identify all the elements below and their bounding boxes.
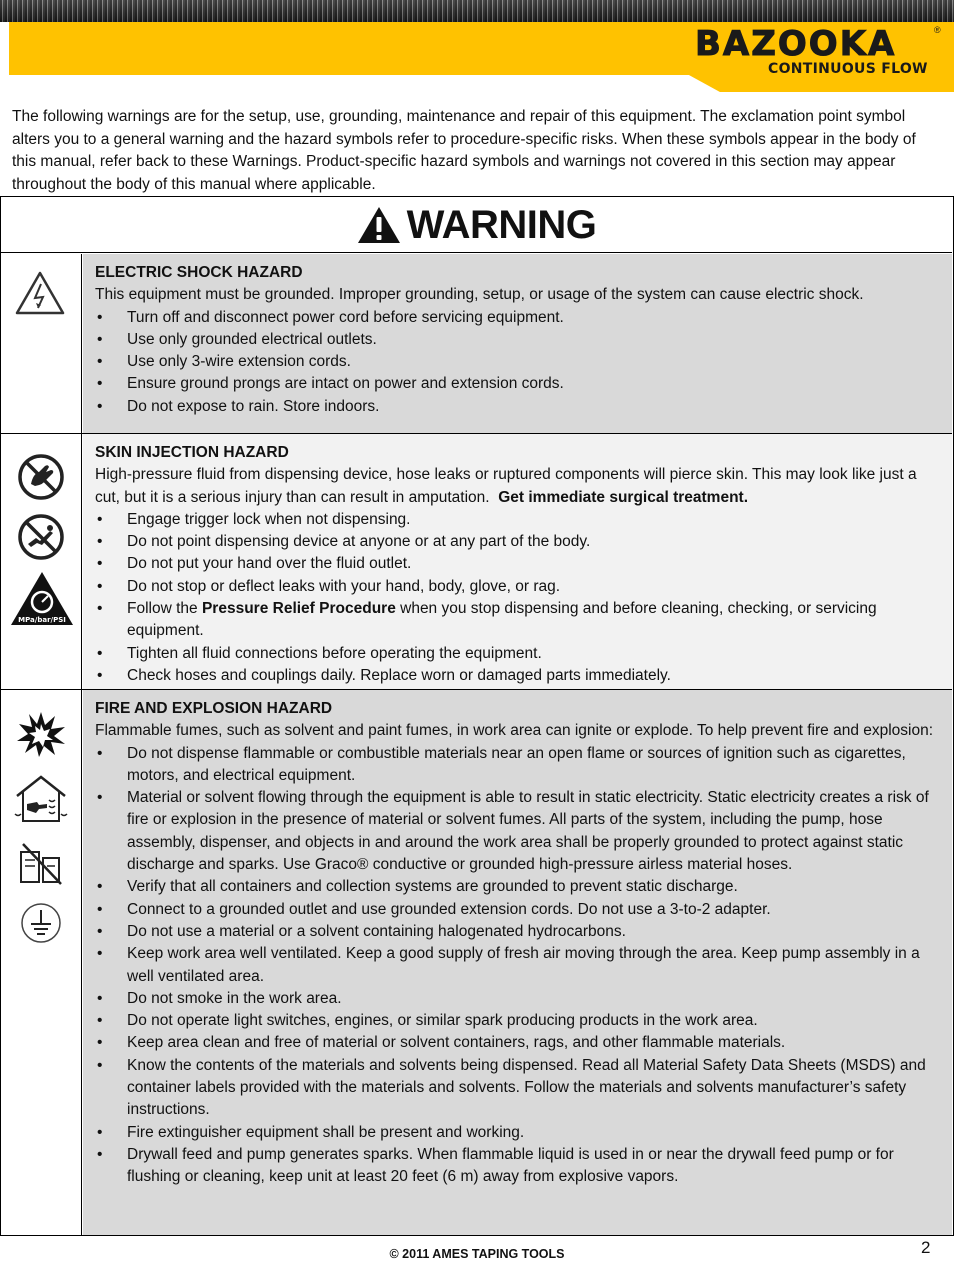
brand-logo: BAZOOKA (695, 24, 897, 64)
logo-subtitle: CONTINUOUS FLOW (768, 61, 928, 77)
hazard-text (83, 434, 952, 689)
hazard-icon-column (1, 254, 82, 433)
hazard-bullet: • Use only grounded electrical outlets. (95, 329, 942, 351)
hazard-title: FIRE AND EXPLOSION HAZARD (95, 700, 333, 717)
hazard-title: ELECTRIC SHOCK HAZARD (95, 264, 303, 281)
hazard-title: SKIN INJECTION HAZARD (95, 444, 289, 461)
hazard-row-injection (1, 434, 952, 690)
no-hand-icon (16, 454, 66, 500)
intro-paragraph: The following warnings are for the setup, use, grounding, maintenance and repair of this equipment. The exclamation point symbol alters you to a general warning and the hazard symbols refer to procedure-specific risks. When these symbols appear in the body of this manual, refer back to these Warnings. Product-specific hazard symbols and warnings not covered in this section may appear throughout the body of this manual where applicable. (12, 108, 916, 193)
warning-triangle-icon (357, 206, 401, 244)
hazard-bullet: • Material or solvent flowing through the equipment is able to result in static electricity. Static electricity creates a risk of fire or explosion in the presence of material or solvent fumes. All parts of the system, including the pump, hose assembly, dispenser, and objects in and around the work area shall be properly grounded to protect against static discharge and sparks. Use Graco® conductive or grounded high-pressure airless material hoses. (95, 787, 942, 876)
explosion-icon (15, 710, 67, 758)
hazard-bullet: • Keep work area well ventilated. Keep a good supply of fresh air moving through the area. Keep pump assembly in a well ventilated area. (95, 943, 942, 988)
hazard-bullet: • Do not operate light switches, engines, or similar spark producing products in the work area. (95, 1010, 942, 1032)
hazard-intro (95, 464, 942, 509)
hazard-bullet: • Fire extinguisher equipment shall be present and working. (95, 1122, 942, 1144)
hazard-bullet: • Turn off and disconnect power cord before servicing equipment. (95, 307, 942, 329)
header-stripe (0, 0, 954, 22)
hazard-bullet: • Drywall feed and pump generates sparks. When flammable liquid is used in or near the drywall feed pump or for flushing or cleaning, keep unit at least 20 feet (6 m) away from explosive vapors. (95, 1144, 942, 1189)
bullet-text: when you stop dispensing and before cleaning, checking, or servicing equipment. (127, 600, 877, 640)
hazard-intro: This equipment must be grounded. Improper grounding, setup, or usage of the system can cause electric shock. (95, 286, 864, 304)
hazard-bullet: • Do not put your hand over the fluid outlet. (95, 553, 942, 575)
hazard-bullet (95, 598, 942, 643)
page-number: 2 (921, 1238, 931, 1257)
ground-icon (17, 900, 65, 946)
hazard-bullet: • Do not stop or deflect leaks with your hand, body, glove, or rag. (95, 576, 942, 598)
hazard-bullet: • Check hoses and couplings daily. Replace worn or damaged parts immediately. (95, 665, 942, 687)
hazard-text (83, 254, 952, 433)
hazard-bullet: • Tighten all fluid connections before operating the equipment. (95, 643, 942, 665)
gauge-label: MPa/bar/PSI (18, 616, 66, 624)
hazard-bullet: • Do not dispense flammable or combustible materials near an open flame or sources of ignition such as cigarettes, motors, and electrical equipment. (95, 743, 942, 788)
warning-table (0, 196, 954, 1236)
hazard-bullet: • Do not smoke in the work area. (95, 988, 942, 1010)
house-spray-fumes-icon (13, 774, 69, 826)
hazard-bullet: • Use only 3-wire extension cords. (95, 351, 942, 373)
hazard-bullet: • Verify that all containers and collection systems are grounded to prevent static discharge. (95, 876, 942, 898)
pressure-relief-link-text: Pressure Relief Procedure (201, 600, 396, 618)
hazard-icon-column (1, 690, 82, 1235)
hazard-row-electric (1, 254, 952, 434)
hazard-bullet: • Keep area clean and free of material or solvent containers, rags, and other flammable materials. (95, 1032, 942, 1054)
hazard-text (83, 690, 952, 1235)
warning-title: WARNING (406, 202, 597, 247)
hazard-intro-emphasis: Get immediate surgical treatment. (498, 488, 749, 506)
footer-copyright: © 2011 AMES TAPING TOOLS (389, 1247, 565, 1261)
pressure-gauge-icon (9, 570, 75, 628)
hazard-bullet: • Engage trigger lock when not dispensing. (95, 509, 942, 531)
hazard-intro: Flammable fumes, such as solvent and paint fumes, in work area can ignite or explode. To help prevent fire and explosion: (95, 722, 934, 740)
no-spray-body-icon (16, 514, 66, 560)
hazard-bullet: • Ensure ground prongs are intact on power and extension cords. (95, 373, 942, 395)
hazard-row-fire (1, 690, 952, 1235)
warning-header (1, 197, 952, 253)
logo-registered-mark: ® (934, 25, 941, 35)
hazard-bullet: • Do not use a material or a solvent containing halogenated hydrocarbons. (95, 921, 942, 943)
hazard-intro-text: High-pressure fluid from dispensing device, hose leaks or ruptured components will pierce skin. This may look like just a cut, but it is a serious injury than can result in amputation. (95, 466, 917, 506)
no-smoking-fumes-icon (15, 840, 67, 886)
hazard-bullet: • Know the contents of the materials and solvents being dispensed. Read all Material Safety Data Sheets (MSDS) and container labels provided with the materials and solvents. Follow the materials and solvents manufacturer’s safety instructions. (95, 1055, 942, 1122)
bullet-text: Follow the (127, 600, 198, 618)
hazard-bullet: • Do not point dispensing device at anyone or at any part of the body. (95, 531, 942, 553)
electric-shock-icon (14, 270, 66, 316)
hazard-icon-column (1, 434, 82, 689)
hazard-bullet: • Do not expose to rain. Store indoors. (95, 396, 942, 418)
hazard-bullet: • Connect to a grounded outlet and use grounded extension cords. Do not use a 3-to-2 adapter. (95, 899, 942, 921)
